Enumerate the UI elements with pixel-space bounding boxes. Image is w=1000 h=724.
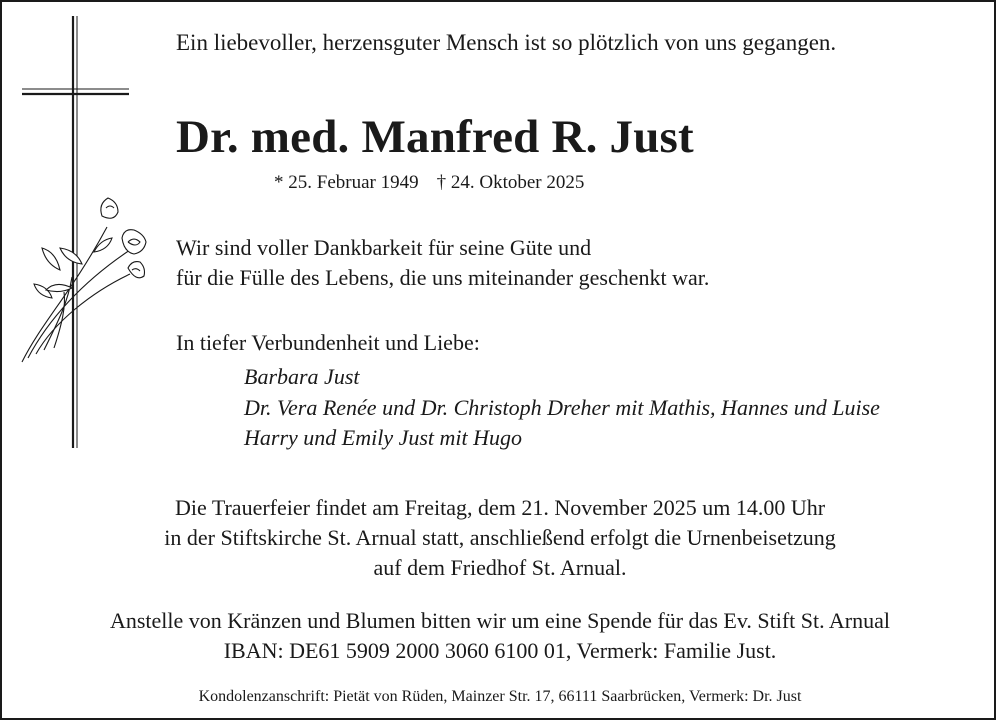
rose-bud-icon xyxy=(128,262,145,278)
cross-icon xyxy=(22,16,129,448)
mourner-entry: Dr. Vera Renée und Dr. Christoph Dreher mit Mathis, Hannes und Luise xyxy=(244,394,880,420)
death-date: † 24. Oktober 2025 xyxy=(436,172,585,193)
mourners-list xyxy=(244,362,880,454)
rose-bloom-icon xyxy=(122,230,146,254)
gratitude-line: für die Fülle des Lebens, die uns miteinander geschenkt war. xyxy=(176,265,710,290)
iban-line: IBAN: DE61 5909 2000 3060 6100 01, Vermerk: Familie Just. xyxy=(223,638,777,663)
rose-bud-icon xyxy=(101,198,118,218)
gratitude-text xyxy=(176,233,709,293)
funeral-line: Die Trauerfeier findet am Freitag, dem 21. November 2025 um 14.00 Uhr xyxy=(174,495,826,520)
gratitude-line: Wir sind voller Dankbarkeit für seine Güte und xyxy=(176,235,592,260)
mourner-entry: Barbara Just xyxy=(244,364,360,389)
donation-request xyxy=(2,606,996,666)
condolence-address: Kondolenzanschrift: Pietät von Rüden, Mainzer Str. 17, 66111 Saarbrücken, Vermerk: Dr. Just xyxy=(198,688,802,705)
donation-line: Anstelle von Kränzen und Blumen bitten wir um eine Spende für das Ev. Stift St. Arnual xyxy=(109,608,891,633)
birth-date: * 25. Februar 1949 xyxy=(274,172,419,193)
funeral-line: in der Stiftskirche St. Arnual statt, anschließend erfolgt die Urnenbeisetzung xyxy=(164,525,836,550)
funeral-line: auf dem Friedhof St. Arnual. xyxy=(373,555,627,580)
cross-with-roses-illustration xyxy=(2,2,162,462)
deceased-name: Dr. med. Manfred R. Just xyxy=(176,111,694,163)
affection-heading: In tiefer Verbundenheit und Liebe: xyxy=(176,330,480,355)
intro-text: Ein liebevoller, herzensguter Mensch ist so plötzlich von uns gegangen. xyxy=(176,30,837,55)
mourner-entry: Harry und Emily Just mit Hugo xyxy=(244,425,523,450)
funeral-details xyxy=(2,493,996,583)
rose-bouquet-icon xyxy=(22,198,146,362)
life-dates xyxy=(274,172,584,194)
